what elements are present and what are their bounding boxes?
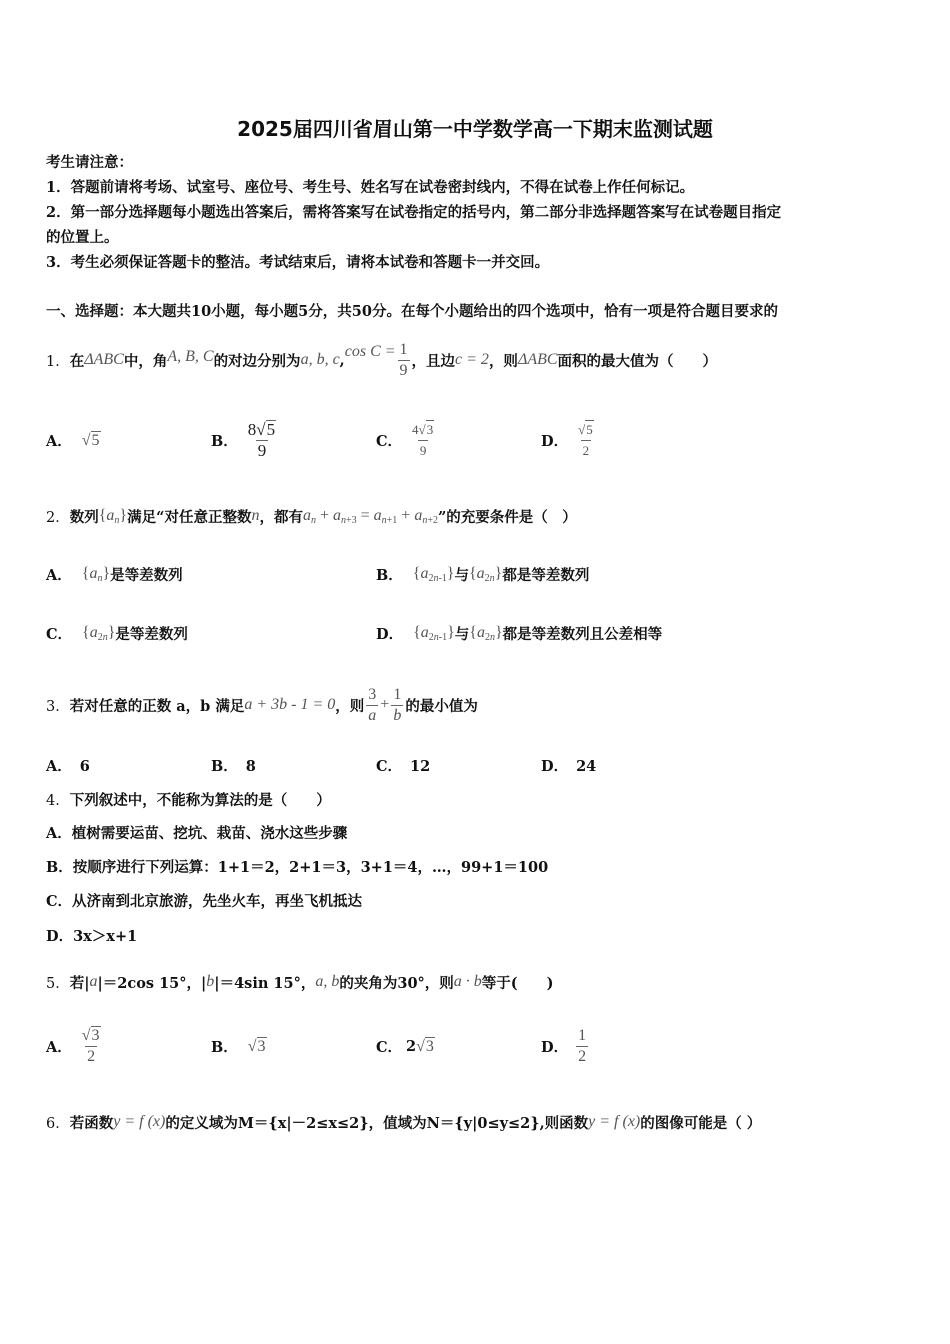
q5-option-c[interactable]: C． 2 √3: [376, 1037, 434, 1056]
math-recurrence: $a_n + a_{n+3} = a_{n+1} + a_{n+2}$: [302, 506, 438, 526]
q4-option-a[interactable]: A．植树需要运苗、挖坑、栽苗、浇水这些步骤: [46, 825, 348, 842]
math-c-equals-2: c = 2: [455, 351, 489, 368]
question-number: 5．: [46, 975, 70, 992]
fraction-1-over-2: $\frac{1}{2}$: [578, 1026, 587, 1065]
math-triangle-2: ΔABC: [517, 351, 558, 368]
math-vector-b: b: [206, 973, 215, 990]
q4-option-d[interactable]: D．3x＞x+1: [46, 928, 138, 945]
math-vector-a: a: [89, 973, 98, 990]
q4-option-b[interactable]: B．按顺序进行下列运算：1+1＝2，2+1＝3，3+1＝4，…，99+1＝100: [46, 859, 549, 876]
exam-title: 2025届四川省眉山第一中学数学高一下期末监测试题: [237, 117, 713, 141]
question-number: 2．: [46, 509, 70, 526]
question-4: 4．下列叙述中，不能称为算法的是（ ）: [46, 792, 331, 809]
sqrt-5: √5: [81, 431, 100, 449]
q3-option-c[interactable]: C． 12: [376, 758, 431, 775]
math-a2n: $\{a_{2n}\}$: [468, 564, 503, 584]
q1-option-a[interactable]: A． √5: [46, 431, 100, 450]
question-number: 3．: [46, 698, 70, 715]
question-number: 4．: [46, 793, 70, 809]
question-1: 1． 在 ΔABC 中，角 A, B, C 的对边分别为 a, b, c , cos C = $\frac{1}{9}$ ，且边 c = 2 ，则 ΔABC 面积的最大值为（ ）: [46, 340, 718, 379]
fraction-sqrt3-over-2: $\frac{√3}{2}$: [81, 1026, 100, 1065]
math-function-1: y = f (x): [113, 1113, 166, 1130]
q2-option-c[interactable]: C． $\{a_{2n}\}$ 是等差数列: [46, 623, 188, 643]
fraction-1-over-b: $\frac{1}{b}$: [393, 685, 402, 724]
fraction-8sqrt5-over-9: $\frac{8√5}{9}$: [247, 419, 276, 460]
sqrt-3: √3: [247, 1037, 266, 1055]
q2-option-a[interactable]: A． $\{a_n\}$ 是等差数列: [46, 564, 183, 584]
q1-option-b[interactable]: B． $\frac{8√5}{9}$: [211, 412, 280, 468]
q5-option-d[interactable]: D． $\frac{1}{2}$: [541, 1026, 587, 1065]
question-5: 5． 若| a |＝2cos 15°，| b |＝4sin 15°， a, b 的夹角为30°，则 a · b 等于( ): [46, 973, 554, 992]
math-function-2: y = f (x): [588, 1113, 641, 1130]
question-2: 2． 数列 $\{a_n\}$ 满足“对任意正整数 n ，都有 $a_n + a_{n+3} = a_{n+1} + a_{n+2}$ ”的充要条件是（ ）: [46, 506, 577, 526]
q1-option-d[interactable]: D． $\frac{√5}{2}$: [541, 412, 598, 468]
notice-line-1: 1．答题前请将考场、试室号、座位号、考生号、姓名写在试卷密封线内，不得在试卷上作任何标记。: [46, 179, 695, 196]
math-a2n-1: $\{a_{2n-1}\}$: [412, 564, 455, 584]
sqrt-3: √3: [416, 1037, 434, 1055]
q2-option-d[interactable]: D． $\{a_{2n-1}\}$ 与 $\{a_{2n}\}$ 都是等差数列且公差相等: [376, 623, 663, 643]
math-triangle: ΔABC: [84, 351, 124, 368]
question-number: 6．: [46, 1115, 70, 1132]
math-dot-product: a · b: [453, 973, 482, 990]
math-vectors-ab: a, b: [315, 973, 340, 990]
q4-option-c[interactable]: C．从济南到北京旅游，先坐火车，再坐飞机抵达: [46, 893, 363, 910]
fraction-4sqrt3-over-9: $\frac{4√3}{9}$: [410, 420, 436, 461]
q5-option-b[interactable]: B． √3: [211, 1037, 266, 1056]
q5-option-a[interactable]: A． $\frac{√3}{2}$: [46, 1018, 105, 1074]
q3-option-a[interactable]: A． 6: [46, 758, 90, 775]
math-n: n: [251, 507, 260, 524]
notice-line-3: 3．考生必须保证答题卡的整洁。考试结束后，请将本试卷和答题卡一并交回。: [46, 254, 550, 271]
q2-option-b[interactable]: B． $\{a_{2n-1}\}$ 与 $\{a_{2n}\}$ 都是等差数列: [376, 564, 590, 584]
q3-option-d[interactable]: D． 24: [541, 758, 597, 775]
notice-heading: 考生请注意：: [46, 154, 133, 171]
question-3: 3． 若对任意的正数 a，b 满足 a + 3b - 1 = 0 ，则 $\frac{3}{a}$ + $\frac{1}{b}$ 的最小值为: [46, 685, 478, 724]
fraction-3-over-a: $\frac{3}{a}$: [368, 685, 377, 724]
math-sides: a, b, c: [300, 351, 340, 368]
notice-line-2-cont: 的位置上。: [46, 229, 119, 246]
notice-line-2: 2．第一部分选择题每小题选出答案后，需将答案写在试卷指定的括号内，第二部分非选择题答案写在试卷题目指定: [46, 204, 782, 221]
fraction-one-ninth: $\frac{1}{9}$: [399, 340, 408, 379]
q3-option-b[interactable]: B． 8: [211, 758, 256, 775]
math-a2n: $\{a_{2n}\}$: [469, 623, 503, 643]
math-constraint: a + 3b - 1 = 0: [244, 696, 336, 713]
math-a2n-1: $\{a_{2n-1}\}$: [413, 623, 455, 643]
math-angles: A, B, C: [167, 348, 214, 365]
section-heading: 一、选择题：本大题共10小题，每小题5分，共50分。在每个小题给出的四个选项中，恰有一项是符合题目要求的: [46, 303, 778, 320]
fraction-sqrt5-over-2: $\frac{√5}{2}$: [576, 420, 596, 461]
math-a2n: $\{a_{2n}\}$: [82, 623, 116, 643]
q1-option-c[interactable]: C． $\frac{4√3}{9}$: [376, 412, 438, 468]
question-number: 1．: [46, 353, 70, 370]
math-cosc: cos C =: [344, 343, 396, 360]
math-an: $\{a_n\}$: [81, 564, 111, 584]
math-sequence-an: $\{a_n\}$: [98, 506, 128, 526]
question-6: 6． 若函数 y = f (x) 的定义域为M＝{x|－2≤x≤2}，值域为N＝{y|0≤y≤2},则函数 y = f (x) 的图像可能是（ ）: [46, 1113, 762, 1132]
